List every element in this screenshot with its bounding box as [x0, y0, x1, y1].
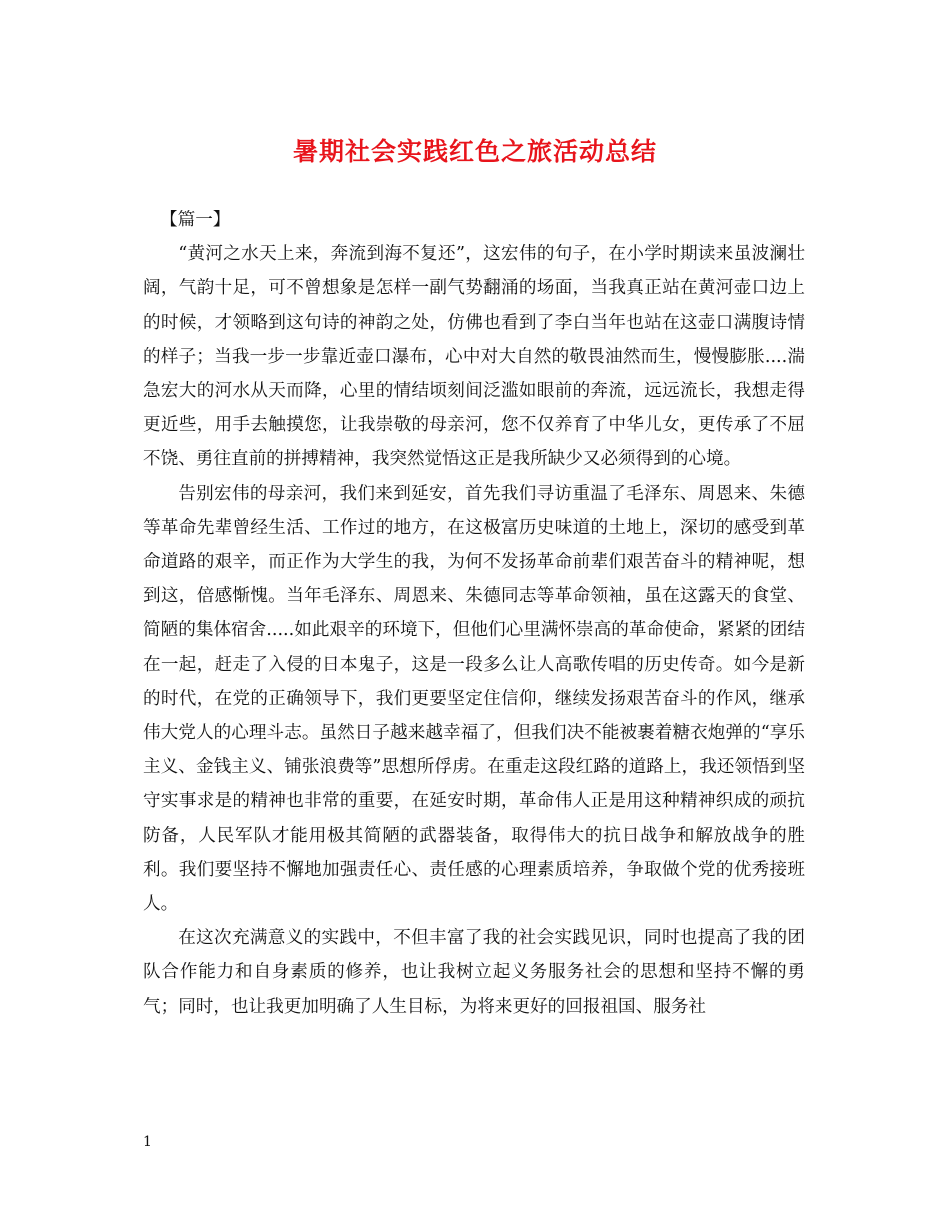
page-number: 1	[143, 1134, 152, 1150]
section-label: 【篇一】	[160, 210, 231, 230]
document-title: 暑期社会实践红色之旅活动总结	[292, 137, 657, 166]
document-body	[143, 203, 805, 1024]
paragraph-1: “黄河之水天上来，奔流到海不复还”，这宏伟的句子，在小学时期读来虽波澜壮阔，气韵十足，可不曾想象是怎样一副气势翻涌的场面，当我真正站在黄河壶口边上的时候，才领略到这句诗的神韵之处，仿佛也看到了李白当年也站在这壶口满腹诗情的样子；当我一步一步靠近壶口瀑布，心中对大自然的敬畏油然而生，慢慢膨胀....湍急宏大的河水从天而降，心里的情结顷刻间泛滥如眼前的奔流，远远流长，我想走得更近些，用手去触摸您，让我崇敬的母亲河，您不仅养育了中华儿女，更传承了不屈不饶、勇往直前的拼搏精神，我突然觉悟这正是我所缺少又必须得到的心境。	[143, 244, 805, 470]
paragraph-3: 在这次充满意义的实践中，不但丰富了我的社会实践见识，同时也提高了我的团队合作能力和自身素质的修养，也让我树立起义务服务社会的思想和坚持不懈的勇气；同时，也让我更加明确了人生目标，为将来更好的回报祖国、服务社	[143, 928, 805, 1017]
paragraph-2: 告别宏伟的母亲河，我们来到延安，首先我们寻访重温了毛泽东、周恩来、朱德等革命先辈曾经生活、工作过的地方，在这极富历史味道的土地上，深切的感受到革命道路的艰辛，而正作为大学生的我，为何不发扬革命前辈们艰苦奋斗的精神呢，想到这，倍感惭愧。当年毛泽东、周恩来、朱德同志等革命领袖，虽在这露天的食堂、简陋的集体宿舍.....如此艰辛的环境下，但他们心里满怀崇高的革命使命，紧紧的团结在一起，赶走了入侵的日本鬼子，这是一段多么让人高歌传唱的历史传奇。如今是新的时代，在党的正确领导下，我们更要坚定住信仰，继续发扬艰苦奋斗的作风，继承伟大党人的心理斗志。虽然日子越来越幸福了，但我们决不能被裹着糖衣炮弹的“享乐主义、金钱主义、铺张浪费等”思想所俘虏。在重走这段红路的道路上，我还领悟到坚守实事求是的精神也非常的重要，在延安时期，革命伟人正是用这种精神织成的顽抗防备，人民军队才能用极其简陋的武器装备，取得伟大的抗日战争和解放战争的胜利。我们要坚持不懈地加强责任心、责任感的心理素质培养，争取做个党的优秀接班人。	[143, 483, 805, 915]
